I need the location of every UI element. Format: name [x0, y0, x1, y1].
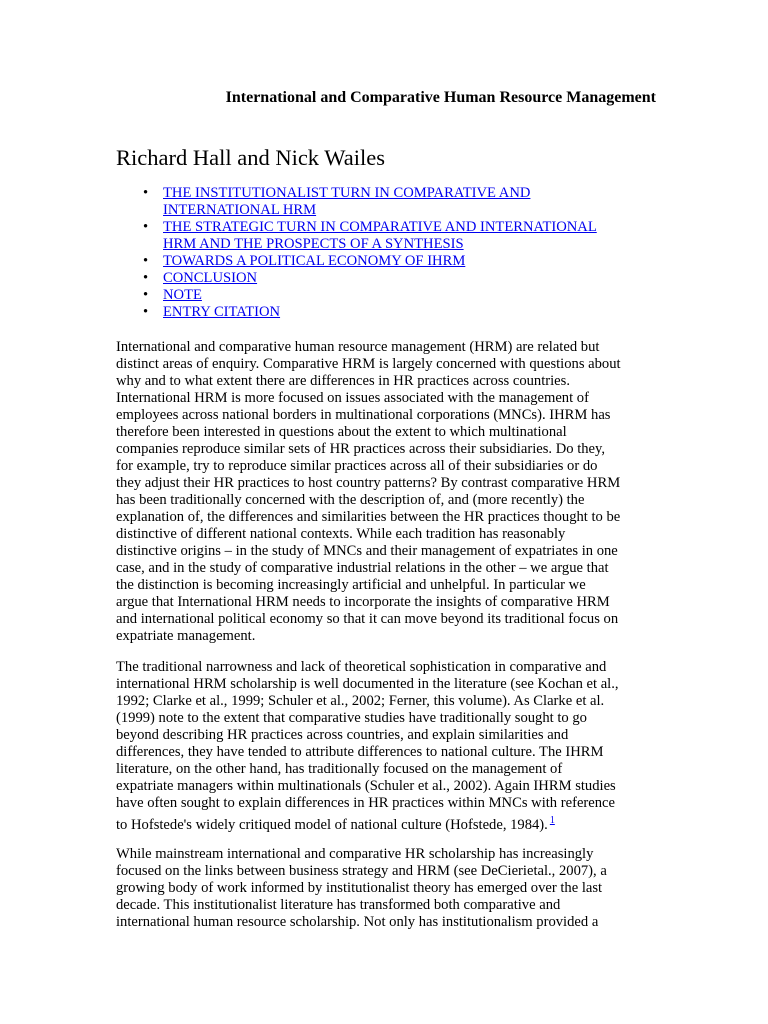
text-line: explanation of, the differences and similarities between the HR practices thought to be: [116, 509, 621, 525]
toc-link-line: THE STRATEGIC TURN IN COMPARATIVE AND INTERNATIONAL: [163, 219, 597, 235]
text-line: While mainstream international and comparative HR scholarship has increasingly: [116, 846, 594, 862]
bullet-icon: •: [143, 270, 149, 286]
text-line: have often sought to explain differences in HR practices within MNCs with reference: [116, 795, 616, 811]
text-line: The traditional narrowness and lack of theoretical sophistication in comparative and: [116, 659, 607, 675]
text-line: growing body of work informed by institutionalist theory has emerged over the last: [116, 880, 603, 896]
toc-item-political-economy: [116, 253, 633, 270]
text-line: companies reproduce similar sets of HR practices across their subsidiaries. Do they,: [116, 441, 606, 457]
toc-link-conclusion[interactable]: [163, 270, 257, 286]
text-line: international human resource scholarship. Not only has institutionalism provided a: [116, 914, 599, 930]
text-line: they adjust their HR practices to host country patterns? By contrast comparative HRM: [116, 475, 621, 491]
text-line: case, and in the study of comparative industrial relations in the other – we argue that: [116, 560, 609, 576]
body-paragraph-1: [116, 339, 656, 645]
toc-link-line: NOTE: [163, 287, 202, 303]
text-line: for example, try to reproduce similar practices across all of their subsidiaries or do: [116, 458, 598, 474]
toc-link-line: TOWARDS A POLITICAL ECONOMY OF IHRM: [163, 253, 466, 269]
text-line: International HRM is more focused on issues associated with the management of: [116, 390, 589, 406]
document-title: International and Comparative Human Resource Management: [225, 89, 656, 106]
toc-link-institutionalist-turn[interactable]: [163, 185, 530, 218]
text-line: the distinction is becoming increasingly artificial and unhelpful. In particular we: [116, 577, 586, 593]
footnote-link[interactable]: 1: [549, 815, 555, 826]
text-line: International and comparative human resource management (HRM) are related but: [116, 339, 600, 355]
bullet-icon: •: [143, 287, 149, 303]
toc-link-strategic-turn[interactable]: [163, 219, 597, 252]
toc-item-institutionalist-turn: [116, 185, 633, 219]
bullet-icon: •: [143, 185, 149, 201]
toc-link-line: HRM AND THE PROSPECTS OF A SYNTHESIS: [163, 236, 464, 252]
text-line: distinct areas of enquiry. Comparative HRM is largely concerned with questions about: [116, 356, 621, 372]
text-line-with-footnote: [116, 812, 656, 834]
toc-item-entry-citation: [116, 304, 633, 321]
text-line: therefore been interested in questions about the extent to which multinational: [116, 424, 567, 440]
text-line: distinctive origins – in the study of MNCs and their management of expatriates in one: [116, 543, 618, 559]
bullet-icon: •: [143, 219, 149, 235]
text-line: 1992; Clarke et al., 1999; Schuler et al., 2002; Ferner, this volume). As Clarke et al.: [116, 693, 605, 709]
toc-link-line: ENTRY CITATION: [163, 304, 281, 320]
toc-link-entry-citation[interactable]: [163, 304, 280, 320]
document-authors: Richard Hall and Nick Wailes: [116, 145, 385, 170]
text-line: argue that International HRM needs to incorporate the insights of comparative HRM: [116, 594, 610, 610]
bullet-icon: •: [143, 253, 149, 269]
text-line: expatriate management.: [116, 628, 256, 644]
text-line: why and to what extent there are differences in HR practices across countries.: [116, 373, 570, 389]
text-line: employees across national borders in multinational corporations (MNCs). IHRM has: [116, 407, 611, 423]
toc-link-line: THE INSTITUTIONALIST TURN IN COMPARATIVE AND: [163, 185, 531, 201]
text-line: distinctive of different national contexts. While each tradition has reasonably: [116, 526, 566, 542]
table-of-contents: [116, 185, 633, 321]
toc-link-note[interactable]: [163, 287, 202, 303]
body-paragraph-3: [116, 846, 656, 931]
toc-link-line: CONCLUSION: [163, 270, 258, 286]
text-line: beyond describing HR practices across countries, and explain similarities and: [116, 727, 569, 743]
text-line: to Hofstede's widely critiqued model of national culture (Hofstede, 1984).: [116, 817, 548, 833]
toc-item-conclusion: [116, 270, 633, 287]
text-line: and international political economy so that it can move beyond its traditional focus on: [116, 611, 619, 627]
text-line: international HRM scholarship is well documented in the literature (see Kochan et al.,: [116, 676, 619, 692]
bullet-icon: •: [143, 304, 149, 320]
toc-link-line: INTERNATIONAL HRM: [163, 202, 317, 218]
text-line: focused on the links between business strategy and HRM (see DeCierietal., 2007), a: [116, 863, 607, 879]
text-line: differences, they have tended to attribute differences to national culture. The IHRM: [116, 744, 604, 760]
toc-item-strategic-turn: [116, 219, 633, 253]
text-line: expatriate managers within multinationals (Schuler et al., 2002). Again IHRM studies: [116, 778, 616, 794]
text-line: has been traditionally concerned with the description of, and (more recently) the: [116, 492, 585, 508]
body-paragraph-2: [116, 659, 656, 834]
text-line: literature, on the other hand, has traditionally focused on the management of: [116, 761, 563, 777]
toc-link-political-economy[interactable]: [163, 253, 465, 269]
toc-item-note: [116, 287, 633, 304]
text-line: (1999) note to the extent that comparative studies have traditionally sought to go: [116, 710, 587, 726]
text-line: decade. This institutionalist literature has transformed both comparative and: [116, 897, 561, 913]
